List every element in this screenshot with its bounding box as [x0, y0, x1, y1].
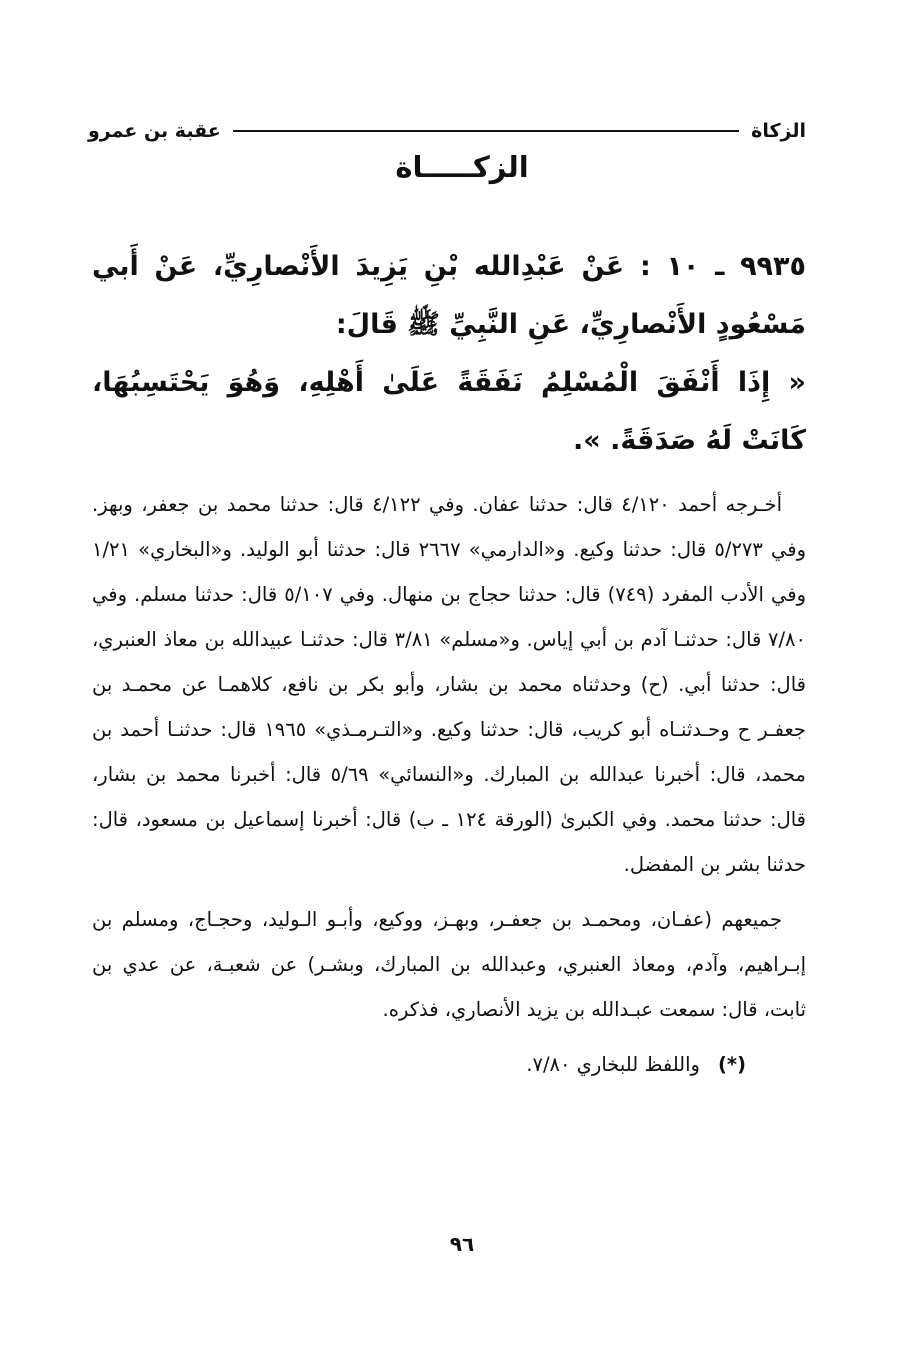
- hadith-isnad: عَنْ عَبْدِالله بْنِ يَزِيدَ الأَنْصارِيِّ، عَنْ أَبي مَسْعُودٍ الأَنْصارِيِّ، عَنِ النَّبِيِّ ﷺ قَالَ:: [92, 251, 806, 340]
- takhrij-paragraph-sources: أخـرجه أحمد ٤/١٢٠ قال: حدثنا عفان. وفي ٤/١٢٢ قال: حدثنا محمد بن جعفر، وبهز. وفي ٥/٢٧٣ قال: حدثنا وكيع. و«الدارمي» ٢٦٦٧ قال: حدثنا أبو الوليد. و«البخاري» ١/٢١ وفي الأدب المفرد (٧٤٩) قال: حدثنا حجاج بن منهال. وفي ٥/١٠٧ قال: حدثنا مسلم. وفي ٧/٨٠ قال: حدثنـا آدم بن أبي إياس. و«مسلم» ٣/٨١ قال: حدثنـا عبيدالله بن معاذ العنبري، قال: حدثنا أبي. (ح) وحدثناه محمد بن بشار، وأبو بكر بن نافع، كلاهمـا عن محمـد بن جعفـر ح وحـدثنـاه أبو كريب، قال: حدثنا وكيع. و«التـرمـذي» ١٩٦٥ قال: حدثنـا أحمد بن محمد، قال: أخبرنا عبدالله بن المبارك. و«النسائي» ٥/٦٩ قال: أخبرنا محمد بن بشار، قال: حدثنا محمد. وفي الكبرىٰ (الورقة ١٢٤ ـ ب) قال: أخبرنا إسماعيل بن مسعود، قال: حدثنا بشر بن المفضل.: [92, 493, 807, 876]
- hadith-text: [92, 238, 806, 470]
- note-text: واللفظ للبخاري ٧/٨٠.: [526, 1053, 700, 1076]
- running-header-chapter: الزكاة: [751, 120, 806, 142]
- takhrij-section: [92, 482, 806, 1097]
- takhrij-note: [92, 1042, 806, 1087]
- hadith-matn: « إِذَا أَنْفَقَ الْمُسْلِمُ نَفَقَةً عَلَىٰ أَهْلِهِ، وَهُوَ يَحْتَسِبُهَا، كَانَتْ لَهُ صَدَقَةً. ».: [92, 367, 806, 456]
- note-marker: (*): [717, 1053, 746, 1076]
- running-header: [88, 116, 806, 146]
- takhrij-paragraph-chain: جميعهم (عفـان، ومحمـد بن جعفـر، وبهـز، ووكيع، وأبـو الـوليد، وحجـاج، ومسلم بن إبـراهيم، وآدم، ومعاذ العنبري، وعبدالله بن المبارك، وبشـر) عن شعبـة، عن عدي بن ثابت، قال: سمعت عبـدالله بن يزيد الأنصاري، فذكره.: [92, 908, 806, 1021]
- running-header-narrator: عقبة بن عمرو: [88, 120, 221, 142]
- hadith-number: ٩٩٣٥ ـ ١٠ :: [639, 251, 806, 282]
- running-header-rule: [233, 130, 739, 132]
- page-number: ٩٦: [449, 1232, 475, 1256]
- chapter-title: الزكـــــاة: [395, 150, 529, 184]
